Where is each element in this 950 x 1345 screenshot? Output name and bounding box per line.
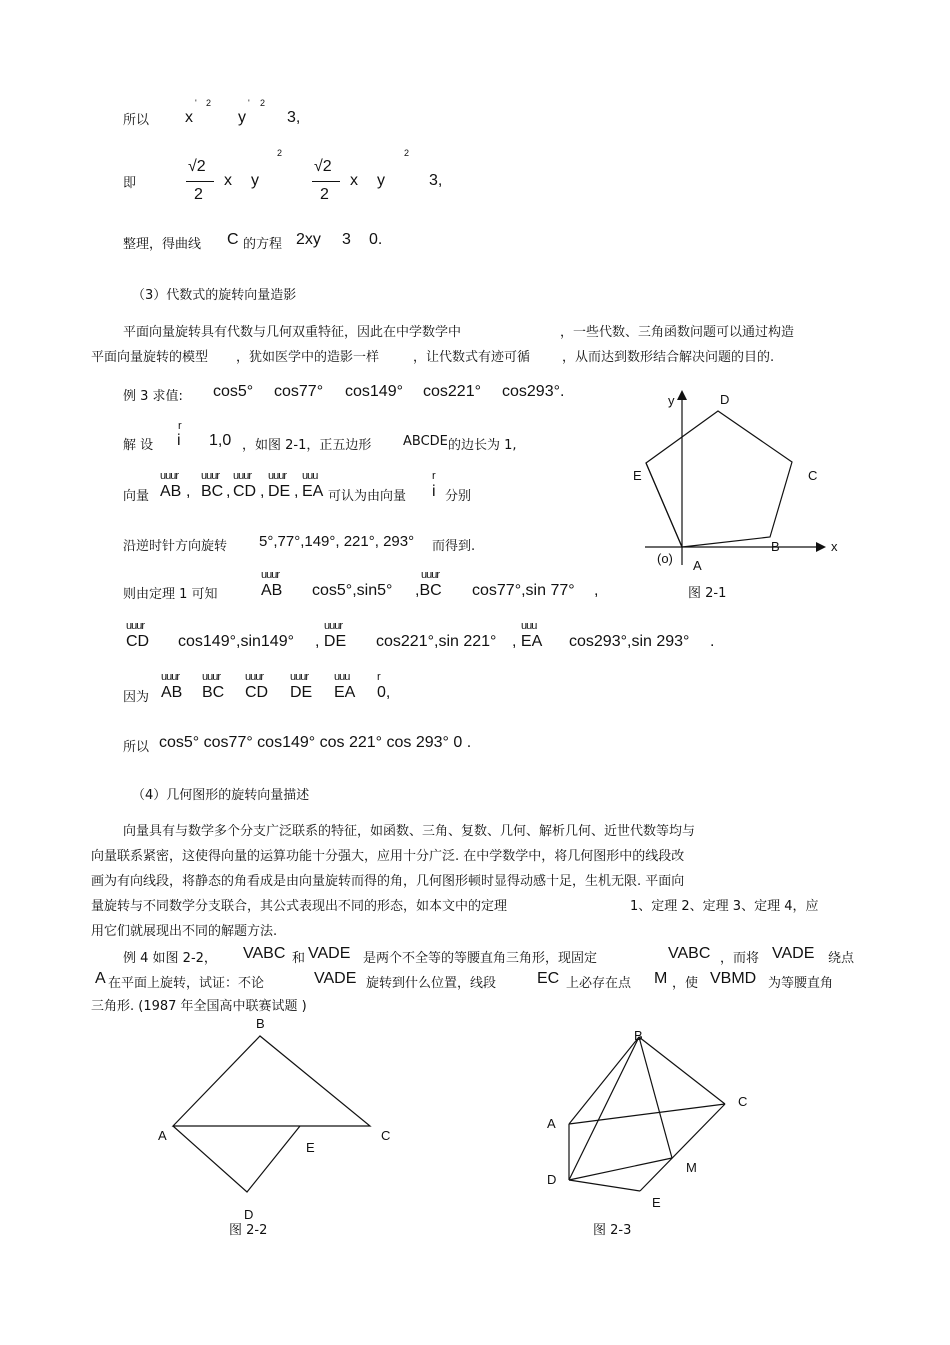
math-sup-1: 2 — [206, 98, 212, 108]
fig22-label-a: A — [158, 1128, 167, 1143]
ex3-term-2: cos77° — [274, 383, 324, 400]
arrow-cd-3: uuur — [245, 671, 264, 683]
vec-i-value: 1,0 — [209, 432, 232, 449]
arrow-ab-3: uuur — [161, 671, 180, 683]
fig22-label-e: E — [306, 1140, 315, 1155]
vecs-suffix-b: 分别 — [445, 489, 472, 504]
ex3-term-1: cos5° — [213, 383, 254, 400]
fig23-ac — [569, 1104, 725, 1124]
ex4-ade: VADE — [308, 945, 351, 962]
para2-line4a: 量旋转与不同数学分支联合，其公式表现出不同的形态，如本文中的定理 — [91, 899, 508, 914]
arrow-ea: uuu — [302, 470, 318, 482]
ex4-line1c: ，而将 — [720, 951, 760, 966]
math-2xy: 2xy — [296, 231, 321, 248]
fig23-ec — [640, 1104, 725, 1191]
fig23-ab — [569, 1037, 639, 1124]
frac-num-2: √2 — [314, 158, 332, 175]
vec-marker-r-3: r — [377, 671, 380, 683]
math-y-3: y — [377, 172, 385, 189]
vec-ab: AB — [160, 483, 182, 500]
ex4-bmd: VBMD — [710, 970, 757, 987]
para1-line1a: 平面向量旋转具有代数与几何双重特征，因此在中学数学中 — [123, 325, 462, 340]
vec-ea: EA — [302, 483, 324, 500]
text-fangcheng: 的方程 — [243, 237, 283, 252]
math-x-3: x — [350, 172, 358, 189]
ex4-line2b: 旋转到什么位置，线段 — [366, 976, 497, 991]
fig23-label-d: D — [547, 1172, 557, 1187]
fig21-label-b: B — [771, 539, 780, 554]
ex4-ec: EC — [537, 970, 560, 987]
thm1-end: , — [594, 582, 599, 599]
fig23-bc — [639, 1037, 725, 1104]
comma-3: , — [260, 483, 265, 500]
fig22-label-d: D — [244, 1207, 254, 1222]
para1-line2b: ，犹如医学中的造影一样 — [236, 350, 380, 365]
math-prime-1: ' — [195, 98, 197, 108]
thm1-ab: AB — [261, 582, 283, 599]
fig23-label-b: B — [634, 1028, 643, 1043]
vec-de: DE — [268, 483, 291, 500]
para1-line2d: ，从而达到数形结合解决问题的目的. — [562, 350, 775, 365]
vec-cd: CD — [233, 483, 257, 500]
thm1-bc-value: cos77°,sin 77° — [472, 582, 575, 599]
fig22-label-c: C — [381, 1128, 391, 1143]
math-x-2: x — [224, 172, 232, 189]
fig21-label-x: x — [831, 539, 838, 554]
fig23-de — [569, 1180, 640, 1191]
vec-bc: BC — [201, 483, 224, 500]
arrow-ab-2: uuur — [261, 569, 280, 581]
fig23-dm — [569, 1158, 672, 1180]
thm2-de: , DE — [315, 633, 347, 650]
so-expr: cos5° cos77° cos149° cos 221° cos 293° 0 . — [159, 734, 472, 751]
frac-num-1: √2 — [188, 158, 206, 175]
para2-line4b: 1、定理 2、定理 3、定理 4，应 — [630, 899, 819, 914]
since-bc: BC — [202, 684, 225, 701]
fig23-bm — [639, 1037, 672, 1158]
ex4-a: A — [95, 970, 106, 987]
vec-i-2: i — [432, 483, 436, 500]
fig23-label-e: E — [652, 1195, 661, 1210]
sol-pentagon-name: ABCDE — [403, 434, 448, 449]
since-ab: AB — [161, 684, 183, 701]
para1-line1b: ，一些代数、三角函数问题可以通过构造 — [560, 325, 795, 340]
para2-line3: 画为有向线段，将静态的角看成是由向量旋转而得的角，几何图形顿时显得动感十足，生机无限. 平面向 — [91, 874, 685, 889]
math-sup-2: 2 — [260, 98, 266, 108]
math-y: y — [238, 109, 246, 126]
text-suoyi: 所以 — [123, 113, 150, 128]
sol-desc: ，如图 2-1，正五边形 — [242, 438, 372, 453]
fig22-caption: 图 2-2 — [229, 1223, 268, 1238]
fig21-label-d: D — [720, 392, 730, 407]
vec-marker-r-2: r — [432, 470, 435, 482]
fig23-label-c: C — [738, 1094, 748, 1109]
vec-marker-r: r — [178, 420, 181, 432]
arrow-bc-3: uuur — [202, 671, 221, 683]
ex4-abc: VABC — [243, 945, 286, 962]
math-3: 3 — [342, 231, 351, 248]
ex4-line1d: 绕点 — [828, 951, 855, 966]
arrow-cd-2: uuur — [126, 620, 145, 632]
ex4-abc-2: VABC — [668, 945, 711, 962]
fig23-caption: 图 2-3 — [593, 1223, 632, 1238]
section-3-title: （3）代数式的旋转向量造影 — [132, 288, 297, 303]
ex3-term-3: cos149° — [345, 383, 403, 400]
text-ji: 即 — [123, 176, 137, 191]
ex4-and: 和 — [292, 951, 306, 966]
math-sup-4: 2 — [404, 148, 410, 158]
math-x: x — [185, 109, 193, 126]
ex3-term-5: cos293°. — [502, 383, 565, 400]
ex3-term-4: cos221° — [423, 383, 481, 400]
vecs-suffix-a: 可认为由向量 — [328, 489, 407, 504]
fig22-label-b: B — [256, 1016, 265, 1031]
fig21-label-a: A — [693, 558, 702, 573]
since-zero: 0, — [377, 684, 391, 701]
fig21-label-o: (o) — [657, 551, 673, 566]
ex4-line2a: 在平面上旋转，试证：不论 — [108, 976, 265, 991]
fig23-label-m: M — [686, 1160, 697, 1175]
para2-line5: 用它们就展现出不同的解题方法. — [91, 924, 278, 939]
thm1-ab-value: cos5°,sin5° — [312, 582, 393, 599]
arrow-de-2: uuur — [324, 620, 343, 632]
sol-side: 的边长为 1, — [448, 438, 517, 453]
arrow-bc-2: uuur — [421, 569, 440, 581]
frac-den-1: 2 — [194, 186, 203, 203]
thm2-ea-value: cos293°,sin 293° — [569, 633, 690, 650]
ex4-line2e: 为等腰直角 — [768, 976, 834, 991]
thm2-ea: , EA — [512, 633, 543, 650]
vec-i: i — [177, 432, 181, 449]
arrow-cd: uuur — [233, 470, 252, 482]
vecs-prefix: 向量 — [123, 489, 150, 504]
fig23-label-a: A — [547, 1116, 556, 1131]
math-y-2: y — [251, 172, 259, 189]
section-4-title: （4）几何图形的旋转向量描述 — [132, 788, 310, 803]
fig21-label-y: y — [668, 393, 675, 408]
since-cd: CD — [245, 684, 269, 701]
math-c: C — [227, 231, 239, 248]
so-prefix: 所以 — [123, 740, 150, 755]
ex4-ade-3: VADE — [314, 970, 357, 987]
text-zhengli: 整理，得曲线 — [123, 237, 202, 252]
arrow-ea-2: uuu — [521, 620, 537, 632]
para1-line2c: ，让代数式有迹可循 — [413, 350, 531, 365]
ex4-line2c: 上必存在点 — [566, 976, 632, 991]
ex4-line2d: ，使 — [672, 976, 699, 991]
math-rhs-2: 3, — [429, 172, 443, 189]
thm2-de-value: cos221°,sin 221° — [376, 633, 497, 650]
arrow-de: uuur — [268, 470, 287, 482]
arrow-ab: uuur — [160, 470, 179, 482]
rotate-angles: 5°,77°,149°, 221°, 293° — [259, 533, 415, 550]
comma-4: , — [294, 483, 299, 500]
math-sup-3: 2 — [277, 148, 283, 158]
fig21-label-e: E — [633, 468, 642, 483]
thm1-bc: ,BC — [415, 582, 442, 599]
sol-prefix: 解 设 — [123, 438, 154, 453]
fig23-db — [569, 1037, 639, 1180]
para2-line1: 向量具有与数学多个分支广泛联系的特征，如函数、三角、复数、几何、解析几何、近世代数等均与 — [123, 824, 696, 839]
math-rhs: 3, — [287, 109, 301, 126]
para2-line2: 向量联系紧密，这使得向量的运算功能十分强大，应用十分广泛. 在中学数学中，将几何图形中的线段改 — [91, 849, 685, 864]
ex4-line3: 三角形. (1987 年全国高中联赛试题 ) — [91, 999, 307, 1014]
since-de: DE — [290, 684, 313, 701]
ex4-m: M — [654, 970, 668, 987]
rotate-prefix: 沿逆时针方向旋转 — [123, 539, 228, 554]
thm2-end: . — [710, 633, 715, 650]
fig21-label-c: C — [808, 468, 818, 483]
thm2-cd-value: cos149°,sin149° — [178, 633, 294, 650]
ex4-ade-2: VADE — [772, 945, 815, 962]
arrow-ea-3: uuu — [334, 671, 350, 683]
para1-line2a: 平面向量旋转的模型 — [91, 350, 209, 365]
frac-den-2: 2 — [320, 186, 329, 203]
arrow-de-3: uuur — [290, 671, 309, 683]
comma-1: , — [186, 483, 191, 500]
ex4-line1a: 例 4 如图 2-2， — [123, 951, 217, 966]
comma-2: , — [226, 483, 231, 500]
since-prefix: 因为 — [123, 690, 150, 705]
thm1-prefix: 则由定理 1 可知 — [123, 587, 218, 602]
fig21-caption: 图 2-1 — [688, 586, 727, 601]
math-prime-2: ' — [248, 98, 250, 108]
arrow-bc: uuur — [201, 470, 220, 482]
ex3-label: 例 3 求值: — [123, 389, 183, 404]
since-ea: EA — [334, 684, 356, 701]
rotate-suffix: 而得到. — [432, 539, 476, 554]
thm2-cd: CD — [126, 633, 150, 650]
ex4-line1b: 是两个不全等的等腰直角三角形，现固定 — [363, 951, 598, 966]
math-0: 0. — [369, 231, 383, 248]
